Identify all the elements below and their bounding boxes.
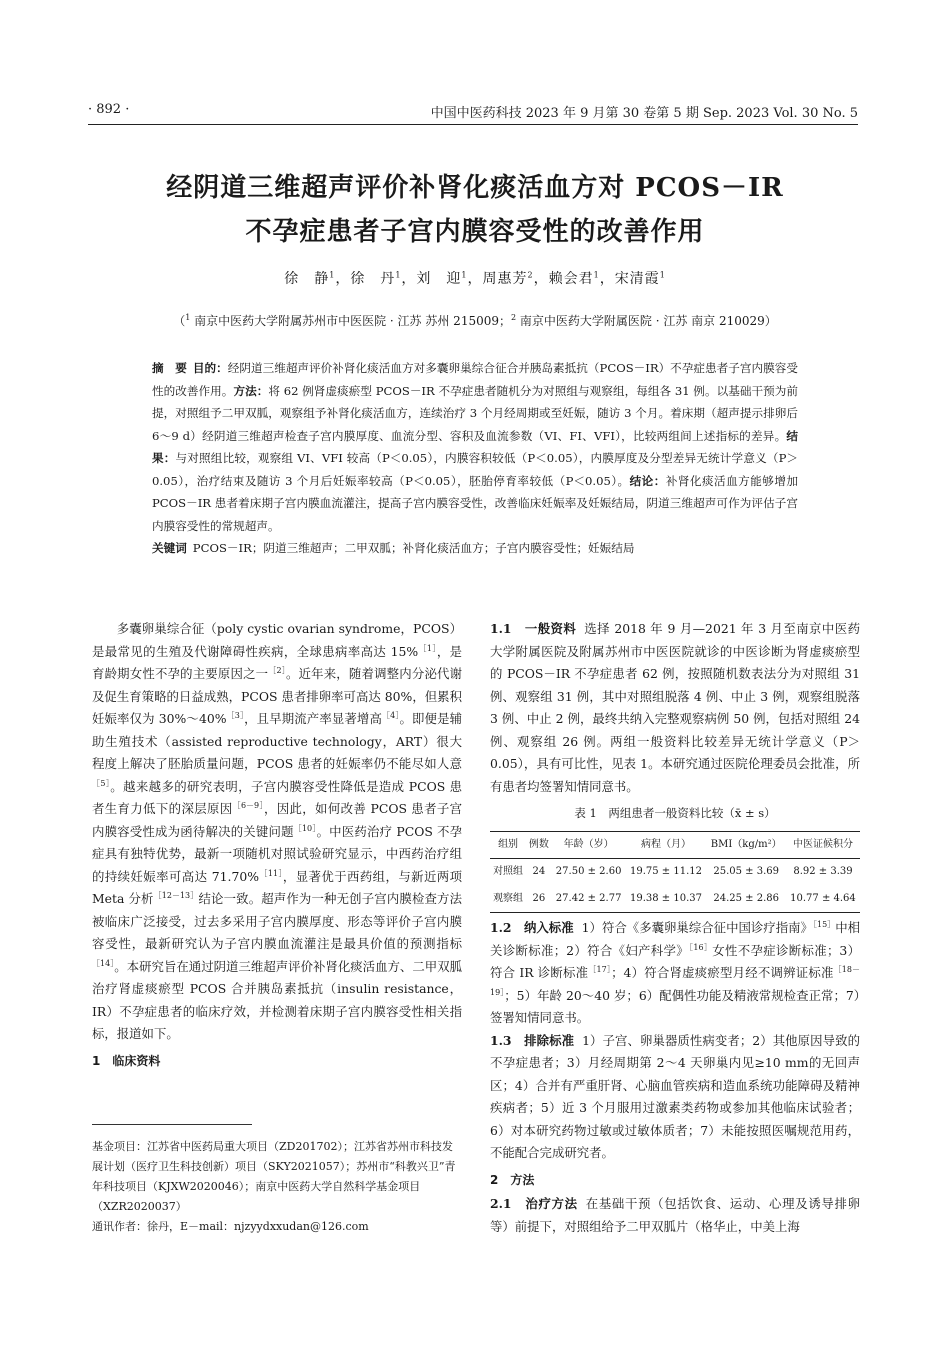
author-list bbox=[60, 268, 890, 288]
abstract bbox=[152, 357, 798, 560]
table-cell: 10.77 ± 4.64 bbox=[790, 892, 856, 904]
funding-note: 基金项目：江苏省中医药局重大项目（ZD201702）；江苏省苏州市科技发展计划（医疗卫生科技创新）项目（SKY2021057）；苏州市“科教兴卫”青年科技项目（KJXW2020046）；南京中医药大学自然科学基金项目（XZR2020037） bbox=[92, 1140, 456, 1213]
footnotes bbox=[92, 1137, 462, 1237]
author: 宋清霞$^1$ bbox=[614, 270, 666, 287]
table-1 bbox=[490, 831, 860, 914]
author: 刘 迎$^1$， bbox=[416, 270, 483, 287]
table-cell: 对照组 bbox=[493, 866, 524, 877]
table-cell: 27.50 ± 2.60 bbox=[555, 866, 622, 877]
table-cell: 25.05 ± 3.69 bbox=[713, 866, 779, 877]
table-cell: 8.92 ± 3.39 bbox=[793, 866, 853, 877]
title-line-2: 不孕症患者子宫内膜容受性的改善作用 bbox=[245, 217, 705, 247]
table-cell: 24.25 ± 2.86 bbox=[713, 892, 779, 904]
table-header-cell: 组别 bbox=[498, 838, 519, 850]
footnote-divider bbox=[92, 1124, 252, 1125]
right-column bbox=[490, 618, 860, 1238]
table-header-cell: 例数 bbox=[528, 838, 549, 850]
left-column bbox=[92, 618, 462, 1074]
intro-paragraph: 多囊卵巢综合征（poly cystic ovarian syndrome，PCOS）是最常见的生殖及代谢障碍性疾病，全球患病率高达 15%$^{[1]}$，是育龄期女性不孕的主要原因之一$^{[2]}$。近年来，随着调整内分泌代谢及促生育策略的日益成熟，PCOS 患者排卵率可高达 80%，但累积妊娠率仅为 30%～40%$^{[3]}$，且早期流产率显著增高$^{[4]}$。即便是辅助生殖技术（assisted reproductive technology，ART）很大程度上解决了胚胎质量问题，PCOS 患者的妊娠率仍不能尽如人意$^{[5]}$。越来越多的研究表明，子宫内膜容受性降低是造成 PCOS 患者生育力低下的深层原因$^{[6-9]}$，因此，如何改善 PCOS 患者子宫内膜容受性成为函待解决的关键问题$^{[10]}$。中医药治疗 PCOS 不孕症具有独特优势，最新一项随机对照试验研究显示，中西药治疗组的持续妊娠率可高达 71.70%$^{[11]}$，显著优于西药组，与新近两项 Meta 分析$^{[12-13]}$结论一致。超声作为一种无创子宫内膜检查方法被临床广泛接受，过去多采用子宫内膜厚度、形态等评价子宫内膜容受性，最新研究认为子宫内膜血流灌注是最具价值的预测指标$^{[14]}$。本研究旨在通过阴道三维超声评价补肾化痰活血方、二甲双胍治疗肾虚痰瘀型 PCOS 合并胰岛素抵抗（insulin resistance，IR）不孕症患者的临床疗效，并检测着床期子宫内膜容受性相关指标，报道如下。 bbox=[92, 621, 463, 1041]
table-row bbox=[490, 886, 860, 913]
author: 周惠芳$^2$， bbox=[482, 270, 549, 287]
table-header-cell: 中医证候积分 bbox=[792, 838, 853, 850]
section-2-1: 2.1 治疗方法 在基础干预（包括饮食、运动、心理及诱导排卵等）前提下，对照组给予二甲双胍片（格华止，中美上海 bbox=[490, 1196, 860, 1234]
table-header-cell: 病程（月） bbox=[641, 838, 691, 850]
author: 徐 静$^1$， bbox=[284, 270, 351, 287]
corresponding-author: 通讯作者：徐丹，E－mail：njzyydxxudan@126.com bbox=[92, 1220, 369, 1233]
table-cell: 24 bbox=[532, 866, 546, 877]
section-heading-2: 2 方法 bbox=[490, 1172, 535, 1187]
section-1-1: 1.1 一般资料 选择 2018 年 9 月—2021 年 3 月至南京中医药大学附属医院及附属苏州市中医医院就诊的中医诊断为肾虚痰瘀型的 PCOS－IR 不孕症患者 62 例，按照随机数表法分为对照组 31 例、观察组 31 例，其中对照组脱落 4 例、中止 3 例，观察组脱落 3 例、中止 2 例，最终共纳入完整观察病例 50 例，包括对照组 24 例、观察组 26 例。两组一般资料比较差异无统计学意义（P＞0.05），具有可比性，见表 1。本研究通过医院伦理委员会批准，所有患者均签署知情同意书。 bbox=[490, 621, 860, 794]
section-1-3: 1.3 排除标准 1）子宫、卵巢器质性病变者；2）其他原因导致的不孕症患者；3）月经周期第 2～4 天卵巢内见≥10 mm的无回声区；4）合并有严重肝肾、心脑血管疾病和造血系统功能障碍及精神疾病者；5）近 3 个月服用过激素类药物或参加其他临床试验者；6）对本研究药物过敏或过敏体质者；7）未能按照医嘱规范用药，不能配合完成研究者。 bbox=[490, 1032, 860, 1160]
table-cell: 观察组 bbox=[493, 892, 524, 904]
abstract-body: 摘 要 目的：经阴道三维超声评价补肾化痰活血方对多囊卵巢综合征合并胰岛素抵抗（PCOS－IR）不孕症患者子宫内膜容受性的改善作用。方法：将 62 例肾虚痰瘀型 PCOS－IR 不孕症患者随机分为对照组与观察组，每组各 31 例。以基础干预为前提，对照组予二甲双胍，观察组予补肾化痰活血方，连续治疗 3 个月经周期或至妊娠，随访 3 个月。着床期（超声提示排卵后 6～9 d）经阴道三维超声检查子宫内膜厚度、血流分型、容积及血流参数（VI、FI、VFI），比较两组间上述指标的差异。结果：与对照组比较，观察组 VI、VFI 较高（P＜0.05），内膜容积较低（P＜0.05），内膜厚度及分型差异无统计学意义（P＞0.05），治疗结束及随访 3 个月后妊娠率较高（P＜0.05），胚胎停育率较低（P＜0.05）。结论：补肾化痰活血方能够增加 PCOS－IR 患者着床期子宫内膜血流灌注，提高子宫内膜容受性，改善临床妊娠率及妊娠结局，阴道三维超声可作为评估子宫内膜容受性的常规超声。 bbox=[152, 361, 798, 533]
journal-citation: 中国中医药科技 2023 年 9 月第 30 卷第 5 期 Sep. 2023 Vol. 30 No. 5 bbox=[430, 106, 858, 121]
section-1-2: 1.2 纳入标准 1）符合《多囊卵巢综合征中国诊疗指南》$^{[15]}$中相关诊断标准；2）符合《妇产科学》$^{[16]}$女性不孕症诊断标准；3）符合 IR 诊断标准$^{[17]}$；4）符合肾虚痰瘀型月经不调辨证标准$^{[18-19]}$；5）年龄 20～40 岁；6）配偶性功能及精液常规检查正常；7）签署知情同意书。 bbox=[490, 919, 861, 1025]
table-header-cell: 年龄（岁） bbox=[563, 838, 614, 850]
table-cell: 26 bbox=[532, 892, 546, 904]
affiliations: （$^1$ 南京中医药大学附属苏州市中医医院 · 江苏 苏州 215009；$^2$ 南京中医药大学附属医院 · 江苏 南京 210029） bbox=[173, 313, 777, 328]
table-header-cell: BMI（kg/m²） bbox=[710, 838, 782, 850]
section-heading-1: 1 临床资料 bbox=[92, 1053, 161, 1068]
table-cell: 19.38 ± 10.37 bbox=[630, 892, 702, 904]
page-number: · 892 · bbox=[88, 102, 130, 117]
table-cell: 19.75 ± 11.12 bbox=[630, 866, 702, 877]
title-line-1: 经阴道三维超声评价补肾化痰活血方对 PCOS－IR bbox=[166, 173, 784, 203]
article-title bbox=[60, 166, 890, 254]
table-caption: 表 1 两组患者一般资料比较（x̄ ± s） bbox=[574, 806, 776, 820]
table-header-row bbox=[490, 831, 860, 859]
author: 徐 丹$^1$， bbox=[350, 270, 417, 287]
table-row bbox=[490, 859, 860, 886]
author: 赖会君$^1$， bbox=[548, 270, 615, 287]
table-cell: 27.42 ± 2.77 bbox=[555, 892, 622, 904]
keywords: 关键词 PCOS－IR；阴道三维超声；二甲双胍；补肾化痰活血方；子宫内膜容受性；妊娠结局 bbox=[152, 541, 635, 555]
running-header bbox=[88, 100, 858, 125]
